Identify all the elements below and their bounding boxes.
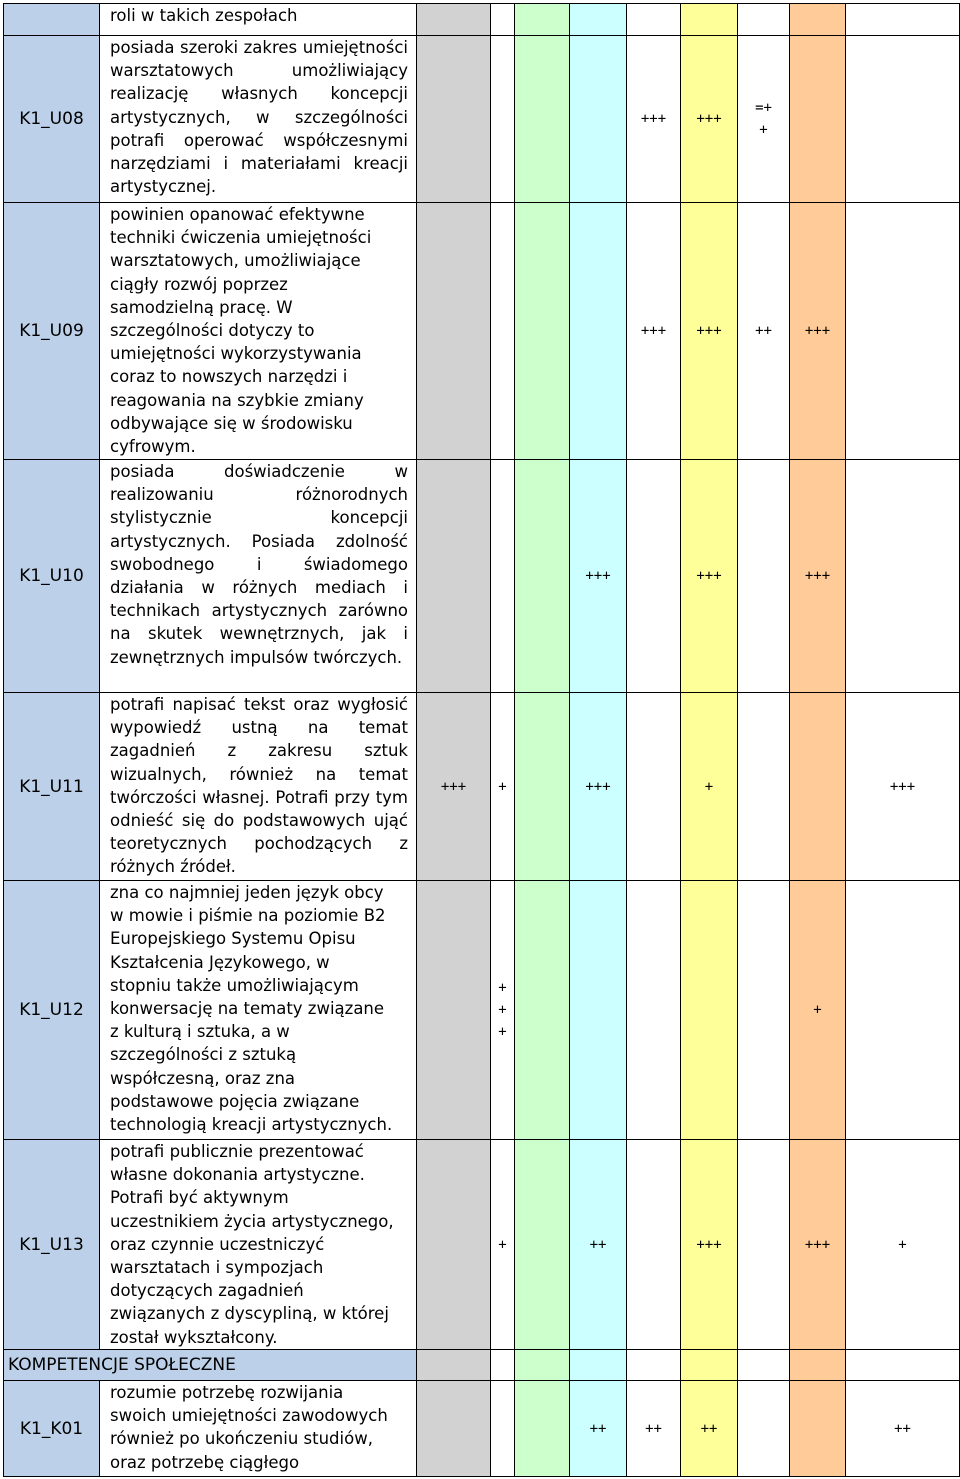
outcome-mark-cell: +++ xyxy=(789,459,846,693)
outcome-mark-cell xyxy=(416,880,491,1140)
section-row-cell xyxy=(626,1349,681,1381)
outcome-mark-cell: ++ xyxy=(680,1380,738,1477)
outcome-description: zna co najmniej jeden język obcy w mowie i piśmie na poziomie B2 Europejskiego Systemu Opisu Kształcenia Językowego, w stopniu także umożliwiającym konwersację na tematy związane z kulturą i sztuka, a w szczególności z sztuką współczesną, oraz zna podstawowe pojęcia związane technologią kreacji artystycznych. xyxy=(99,880,417,1140)
outcome-description: potrafi publicznie prezentować własne dokonania artystyczne. Potrafi być aktywnym uczestnikiem życia artystycznego, oraz czynnie uczestniczyć warsztatach i sympozjach dotyczących zagadnień związanych z dyscypliną, w której został wykształcony. xyxy=(99,1139,417,1350)
outcome-mark-cell xyxy=(626,3,681,36)
outcome-mark-cell xyxy=(514,1139,570,1350)
section-row-cell xyxy=(789,1349,846,1381)
outcome-description: powinien opanować efektywne techniki ćwiczenia umiejętności warsztatowych, umożliwiające ciągły rozwój poprzez samodzielną pracę. W szczególności dotyczy to umiejętności wykorzystywania coraz to nowszych narzędzi i reagowania na szybkie zmiany odbywające się w środowisku cyfrowym. xyxy=(99,202,417,460)
outcome-mark-cell xyxy=(514,202,570,460)
outcome-mark-cell xyxy=(514,459,570,693)
outcome-mark-cell: + + + xyxy=(490,880,515,1140)
outcome-mark-cell xyxy=(626,459,681,693)
outcome-mark-cell xyxy=(416,3,491,36)
outcome-mark-cell xyxy=(490,202,515,460)
outcome-description: roli w takich zespołach xyxy=(99,3,417,36)
outcome-description: posiada szeroki zakres umiejętności warsztatowych umożliwiający realizację własnych koncepcji artystycznych, w szczególności potrafi operować współczesnymi narzędziami i materiałami kreacji artystycznej. xyxy=(99,35,417,203)
outcome-mark-cell xyxy=(416,35,491,203)
outcome-mark-cell xyxy=(514,880,570,1140)
outcome-mark-cell xyxy=(569,3,627,36)
outcome-mark-cell xyxy=(789,1380,846,1477)
outcome-mark-cell xyxy=(737,459,790,693)
outcome-mark-cell: +++ xyxy=(789,202,846,460)
section-row-cell xyxy=(737,1349,790,1381)
section-row-cell xyxy=(490,1349,515,1381)
outcome-mark-cell xyxy=(490,3,515,36)
outcome-code: K1_U11 xyxy=(3,692,100,881)
outcome-mark-cell xyxy=(626,692,681,881)
outcome-mark-cell: +++ xyxy=(789,1139,846,1350)
outcome-mark-cell: ++ xyxy=(626,1380,681,1477)
section-row-cell xyxy=(845,1349,960,1381)
outcome-description: posiada doświadczenie w realizowaniu różnorodnych stylistycznie koncepcji artystycznych. Posiada zdolność swobodnego i świadomego działania w różnych mediach i technikach artystycznych zarówno na skutek wewnętrznych, jak i zewnętrznych impulsów twórczych. xyxy=(99,459,417,693)
outcome-code: K1_K01 xyxy=(3,1380,100,1477)
outcome-mark-cell: + xyxy=(680,692,738,881)
outcome-mark-cell xyxy=(490,1380,515,1477)
outcome-mark-cell xyxy=(514,692,570,881)
outcome-code: K1_U09 xyxy=(3,202,100,460)
outcome-mark-cell xyxy=(789,3,846,36)
outcome-code xyxy=(3,3,100,36)
outcome-mark-cell xyxy=(416,1139,491,1350)
outcome-mark-cell xyxy=(626,1139,681,1350)
outcome-mark-cell xyxy=(514,35,570,203)
section-row-cell xyxy=(514,1349,570,1381)
outcome-mark-cell: ++ xyxy=(569,1139,627,1350)
outcome-mark-cell: + xyxy=(845,1139,960,1350)
outcome-mark-cell: +++ xyxy=(845,692,960,881)
outcome-mark-cell xyxy=(845,202,960,460)
outcome-description: potrafi napisać tekst oraz wygłosić wypowiedź ustną na temat zagadnień z zakresu sztuk wizualnych, również na temat twórczości własnej. Potrafi przy tym odnieść się do podstawowych ująć teoretycznych pochodzących z różnych źródeł. xyxy=(99,692,417,881)
outcome-mark-cell xyxy=(845,35,960,203)
outcome-mark-cell xyxy=(737,3,790,36)
outcome-mark-cell: +++ xyxy=(569,459,627,693)
outcome-mark-cell xyxy=(845,459,960,693)
outcome-mark-cell xyxy=(569,202,627,460)
outcome-mark-cell xyxy=(626,880,681,1140)
outcome-mark-cell xyxy=(490,35,515,203)
outcome-mark-cell: ++ xyxy=(737,202,790,460)
section-row-cell xyxy=(569,1349,627,1381)
outcome-mark-cell: =+ + xyxy=(737,35,790,203)
outcome-mark-cell xyxy=(416,1380,491,1477)
outcome-mark-cell xyxy=(416,459,491,693)
outcome-mark-cell: +++ xyxy=(569,692,627,881)
outcome-mark-cell: +++ xyxy=(626,35,681,203)
outcome-mark-cell xyxy=(569,35,627,203)
outcome-mark-cell xyxy=(680,880,738,1140)
outcome-mark-cell xyxy=(514,3,570,36)
outcome-mark-cell xyxy=(737,1380,790,1477)
outcome-mark-cell: +++ xyxy=(626,202,681,460)
outcome-mark-cell xyxy=(737,880,790,1140)
outcome-mark-cell xyxy=(789,692,846,881)
outcome-description: rozumie potrzebę rozwijania swoich umiejętności zawodowych również po ukończeniu studiów, oraz potrzebę ciągłego xyxy=(99,1380,417,1477)
outcome-mark-cell xyxy=(416,202,491,460)
outcome-mark-cell xyxy=(737,692,790,881)
outcome-mark-cell: + xyxy=(789,880,846,1140)
outcome-code: K1_U13 xyxy=(3,1139,100,1350)
section-row-cell xyxy=(416,1349,491,1381)
outcome-mark-cell: +++ xyxy=(416,692,491,881)
outcome-mark-cell xyxy=(514,1380,570,1477)
outcome-mark-cell xyxy=(789,35,846,203)
outcome-mark-cell: ++ xyxy=(569,1380,627,1477)
outcome-mark-cell: +++ xyxy=(680,202,738,460)
outcome-mark-cell xyxy=(845,880,960,1140)
section-row-cell xyxy=(680,1349,738,1381)
outcome-mark-cell xyxy=(490,459,515,693)
outcome-mark-cell: + xyxy=(490,692,515,881)
outcome-mark-cell xyxy=(845,3,960,36)
outcome-mark-cell xyxy=(737,1139,790,1350)
outcome-mark-cell: +++ xyxy=(680,1139,738,1350)
outcome-code: K1_U12 xyxy=(3,880,100,1140)
outcome-mark-cell: ++ xyxy=(845,1380,960,1477)
outcome-mark-cell xyxy=(569,880,627,1140)
section-heading: KOMPETENCJE SPOŁECZNE xyxy=(3,1349,417,1381)
outcome-mark-cell: +++ xyxy=(680,459,738,693)
outcome-code: K1_U10 xyxy=(3,459,100,693)
outcome-mark-cell: +++ xyxy=(680,35,738,203)
outcome-code: K1_U08 xyxy=(3,35,100,203)
outcome-mark-cell: + xyxy=(490,1139,515,1350)
outcome-mark-cell xyxy=(680,3,738,36)
